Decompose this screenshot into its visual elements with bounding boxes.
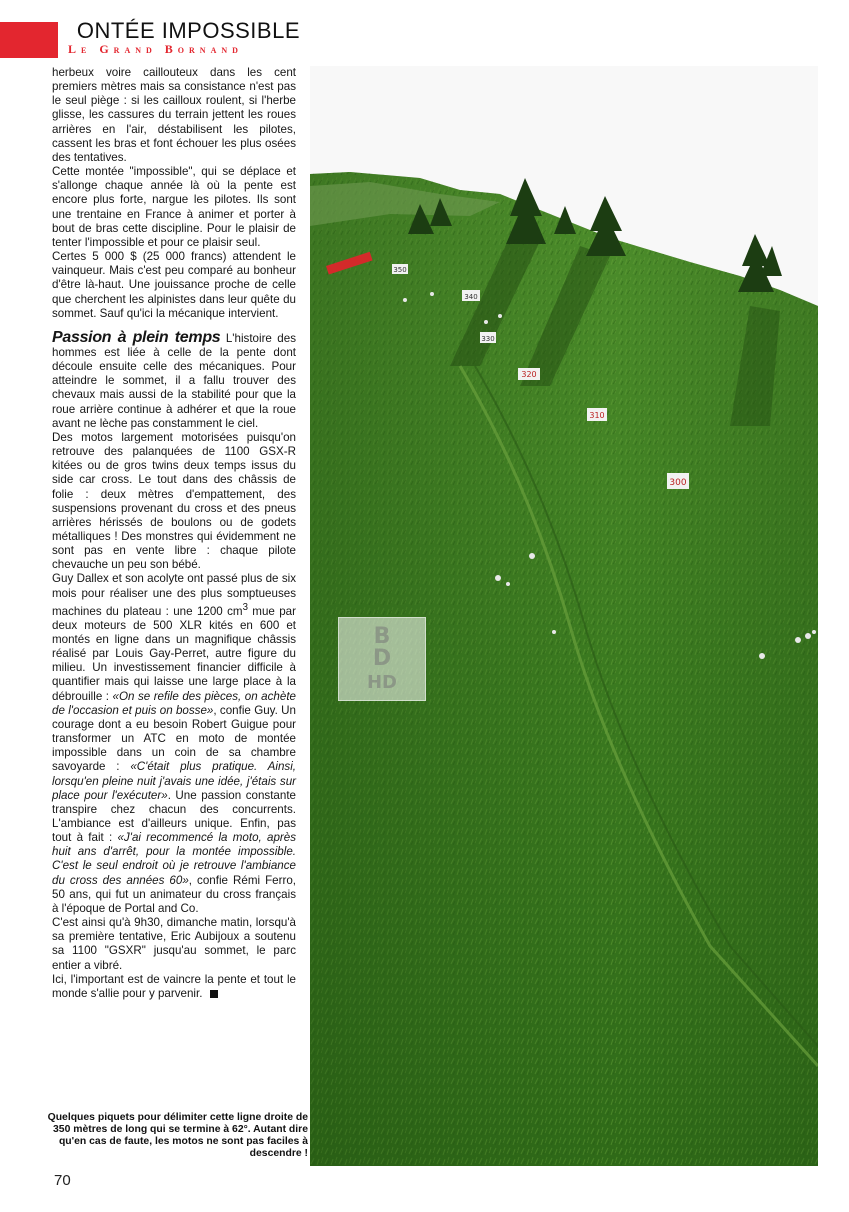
end-of-article-mark (210, 990, 218, 998)
marker-300 (667, 473, 689, 489)
header-red-bar (0, 22, 58, 58)
quote-robert: «C'était plus pratique. Ainsi, lorsqu'en pleine nuit j'avais une idée, j'étais sur place pour l'exécuter» (52, 760, 296, 802)
watermark-text: HD (366, 672, 397, 693)
text-run: , confie Guy. Un courage dont a eu besoin Robert Guigue pour transformer un ATC en moto de montée impossible dans un coin de sa chambre savoyarde : (52, 703, 296, 774)
marker-340 (462, 290, 480, 301)
section-title-rest: ONTÉE IMPOSSIBLE (76, 18, 300, 43)
article-paragraph: Certes 5 000 $ (25 000 francs) attendent le vainqueur. Mais c'est peu comparé au bonheur d'être là-haut. Une jouissance proche de celle que cherchent les alpinistes dans leur quête du sommet. Sauf qu'ici la mécanique intervient. (52, 250, 296, 320)
text-run: . Une passion constante transpire chez chacun des concurrents. L'ambiance est d'ailleurs unique. Enfin, pas tout à fait : (52, 788, 296, 845)
superscript: 3 (242, 601, 248, 613)
marker-320 (518, 368, 540, 380)
watermark-text: D (372, 646, 392, 671)
article-paragraph-last (52, 973, 296, 1001)
hillside-illustration (310, 66, 818, 1166)
marker-310 (587, 408, 607, 421)
section-subtitle-text: Le Grand Bornand (68, 42, 243, 56)
text-run: , confie Rémi Ferro, 50 ans, qui fut un animateur du cross français à l'époque de Portal and Co. (52, 873, 296, 915)
section-title-initial: M (58, 18, 77, 43)
marker-330 (480, 332, 496, 343)
quote-guy: «On se refile des pièces, on achète de l'occasion et puis on bosse» (52, 689, 296, 717)
section-title (58, 20, 300, 42)
page-number: 70 (54, 1172, 71, 1189)
article-paragraph: Cette montée "impossible", qui se déplace et s'allonge chaque année là où la pente est encore plus forte, nargue les pilotes. Ils sont une trentaine en France à animer et porter à bout de bras cette discipline. Pour le plaisir de tenter l'impossible et pour ce plaisir seul. (52, 165, 296, 249)
quote-remi: «J'ai recommencé la moto, après huit ans d'arrêt, pour la montée impossible. C'est le seul endroit où je retrouve l'ambiance du cross des années 60» (52, 831, 296, 887)
article-paragraph: herbeux voire caillouteux dans les cent premiers mètres mais sa consistance n'est pas le seul piège : si les cailloux roulent, si l'herbe glisse, les cassures du terrain jettent les roues arrières en l'air, déstabilisent les pilotes, cassent les bras et font échouer les plus osées des tentatives. (52, 66, 296, 164)
article-paragraph: Des motos largement motorisées puisqu'on retrouve des palanquées de 1100 GSX-R kitées ou de gros twins deux temps issus du side car cross. Le tout dans des châssis de folie : deux mètres d'empattement, des suspensions provenant du cross et des pneus arrières hérissés de boulons ou de godets métalliques ! Des monstres qui évidemment ne sont pas en vente libre : chaque pilote chevauche un peu son bébé. (52, 430, 296, 572)
marker-label: 320 (521, 370, 537, 379)
marker-350 (392, 264, 408, 274)
article-paragraph-with-heading (52, 328, 297, 431)
hillclimb-photo (310, 66, 818, 1166)
section-subtitle (68, 42, 243, 57)
marker-label: 350 (393, 266, 407, 274)
article-paragraph: C'est ainsi qu'à 9h30, dimanche matin, lorsqu'à sa première tentative, Eric Aubijoux a soutenu sa 1100 "GSXR" jusqu'au sommet, le parc entier a vibré. (52, 916, 296, 972)
watermark-text: B (373, 624, 391, 649)
marker-label: 300 (669, 478, 687, 488)
photo-caption: Quelques piquets pour délimiter cette ligne droite de 350 mètres de long qui se termine à 62°. Autant dire qu'en cas de faute, les motos ne sont pas faciles à descendre ! (47, 1112, 308, 1159)
article-paragraph-quotes (52, 572, 296, 916)
text-run: Guy Dallex et son acolyte ont passé plus de six mois pour réaliser une des plus somptueuses machines du plateau : une 1200 cm (52, 572, 296, 618)
article-paragraph-text: L'histoire des hommes est liée à celle de la pente dont découle ensuite celle des mécaniques. Pour atteindre le sommet, il a fallu trouver des chevaux mais aussi de la stabilité pour que la roue arrière continue à adhérer et que la roue avant ne lèche pas constamment le ciel. (52, 331, 297, 430)
watermark (338, 617, 426, 701)
subheading-passion: Passion à plein temps (52, 328, 221, 346)
text-run: mue par deux moteurs de 500 XLR kités en 600 et montés en ligne dans un magnifique châssis réalisé par Louis Gay-Perret, autre figure du milieu. Un investissement financier difficile à quantifier mais qui laisse une large place à la débrouille : (52, 604, 296, 703)
marker-label: 310 (589, 411, 605, 420)
marker-label: 340 (464, 293, 478, 301)
article-column (52, 66, 296, 1001)
marker-label: 330 (481, 335, 495, 343)
article-paragraph-text: Ici, l'important est de vaincre la pente et tout le monde s'allie pour y parvenir. (52, 972, 296, 1000)
